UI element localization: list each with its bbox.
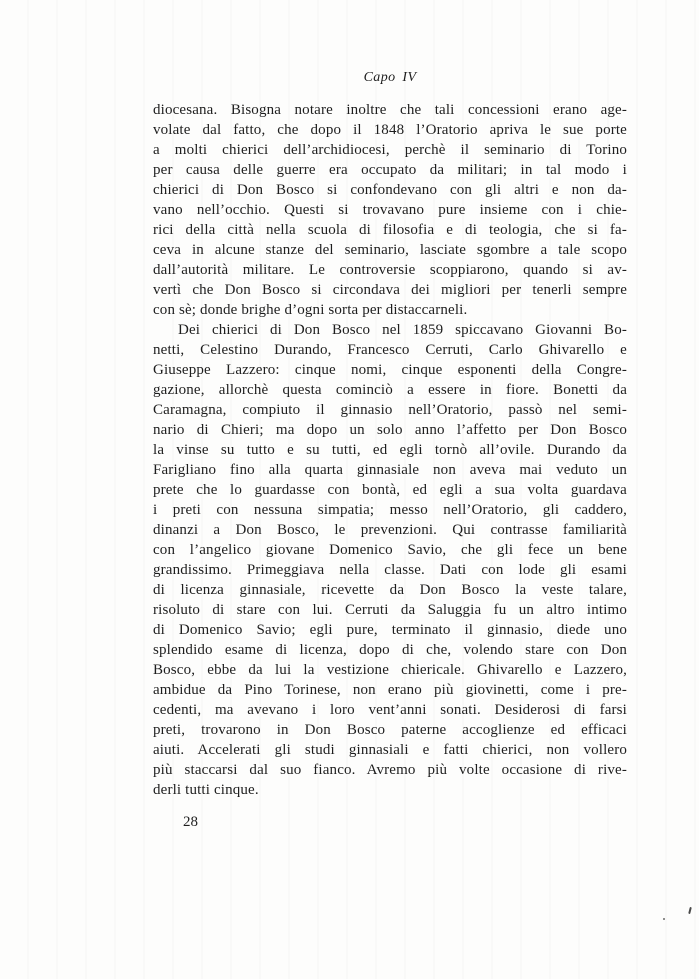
text-line: la vinse su tutto e su tutti, ed egli tornò all’ovile. Durando da <box>153 442 627 458</box>
text-line: netti, Celestino Durando, Francesco Cerruti, Carlo Ghivarello e <box>153 342 627 358</box>
text-line: Caramagna, compiuto il ginnasio nell’Oratorio, passò nel semi- <box>153 402 627 418</box>
text-line: con sè; donde brighe d’ogni sorta per distaccarneli. <box>153 302 468 318</box>
text-line: con l’angelico giovane Domenico Savio, che gli fece un bene <box>153 542 627 558</box>
text-line: vano nell’occhio. Questi si trovavano pure insieme con i chie- <box>153 202 627 218</box>
text-line: derli tutti cinque. <box>153 782 259 798</box>
text-line: per causa delle guerre era occupato da militari; in tal modo i <box>153 162 627 178</box>
text-line: Giuseppe Lazzero: cinque nomi, cinque esponenti della Congre- <box>153 362 627 378</box>
text-line: volate dal fatto, che dopo il 1848 l’Oratorio apriva le sue porte <box>153 122 627 138</box>
text-line: rici della città nella scuola di filosofia e di teologia, che si fa- <box>153 222 627 238</box>
text-line: nario di Chieri; ma dopo un solo anno l’affetto per Don Bosco <box>153 422 627 438</box>
text-line: cedenti, ma avevano i loro vent’anni sonati. Desiderosi di farsi <box>153 702 627 718</box>
text-line: a molti chierici dell’archidiocesi, perchè il seminario di Torino <box>153 142 627 158</box>
text-line: dinanzi a Don Bosco, le prevenzioni. Qui contrasse familiarità <box>153 522 627 538</box>
text-block <box>153 100 627 800</box>
scan-speck <box>688 907 692 914</box>
text-line: diocesana. Bisogna notare inoltre che tali concessioni erano age- <box>153 102 627 118</box>
text-line: Dei chierici di Don Bosco nel 1859 spiccavano Giovanni Bo- <box>178 322 627 338</box>
text-line: di licenza ginnasiale, ricevette da Don Bosco la veste talare, <box>153 582 627 598</box>
text-line: chierici di Don Bosco si confondevano con gli altri e non da- <box>153 182 627 198</box>
text-line: ambidue da Pino Torinese, non erano più giovinetti, come i pre- <box>153 682 627 698</box>
text-line: preti, trovarono in Don Bosco paterne accoglienze ed efficaci <box>153 722 627 738</box>
page-number: 28 <box>183 814 198 830</box>
text-line: vertì che Don Bosco si circondava dei migliori per tenerli sempre <box>153 282 627 298</box>
text-line: ceva in alcune stanze del seminario, lasciate sgombre a tale scopo <box>153 242 627 258</box>
text-line: dall’autorità militare. Le controversie scoppiarono, quando si av- <box>153 262 627 278</box>
text-line: splendido esame di licenza, dopo di che, volendo stare con Don <box>153 642 627 658</box>
text-line: Bosco, ebbe da lui la vestizione chiericale. Ghivarello e Lazzero, <box>153 662 627 678</box>
paragraph <box>153 100 627 320</box>
text-line: risoluto di stare con lui. Cerruti da Saluggia fu un altro intimo <box>153 602 627 618</box>
scan-speck <box>663 918 665 920</box>
text-line: più staccarsi dal suo fianco. Avremo più volte occasione di rive- <box>153 762 627 778</box>
text-line: Farigliano fino alla quarta ginnasiale non aveva mai veduto un <box>153 462 627 478</box>
text-line: gazione, allorchè questa cominciò a essere in fiore. Bonetti da <box>153 382 627 398</box>
paragraph <box>153 320 627 800</box>
text-line: aiuti. Accelerati gli studi ginnasiali e fatti chierici, non vollero <box>153 742 627 758</box>
text-line: i preti con nessuna simpatia; messo nell’Oratorio, gli caddero, <box>153 502 627 518</box>
text-line: grandissimo. Primeggiava nella classe. Dati con lode gli esami <box>153 562 627 578</box>
running-head: Capo IV <box>363 70 417 85</box>
text-line: prete che lo guardasse con bontà, ed egli a sua volta guardava <box>153 482 627 498</box>
text-line: di Domenico Savio; egli pure, terminato il ginnasio, diede uno <box>153 622 627 638</box>
